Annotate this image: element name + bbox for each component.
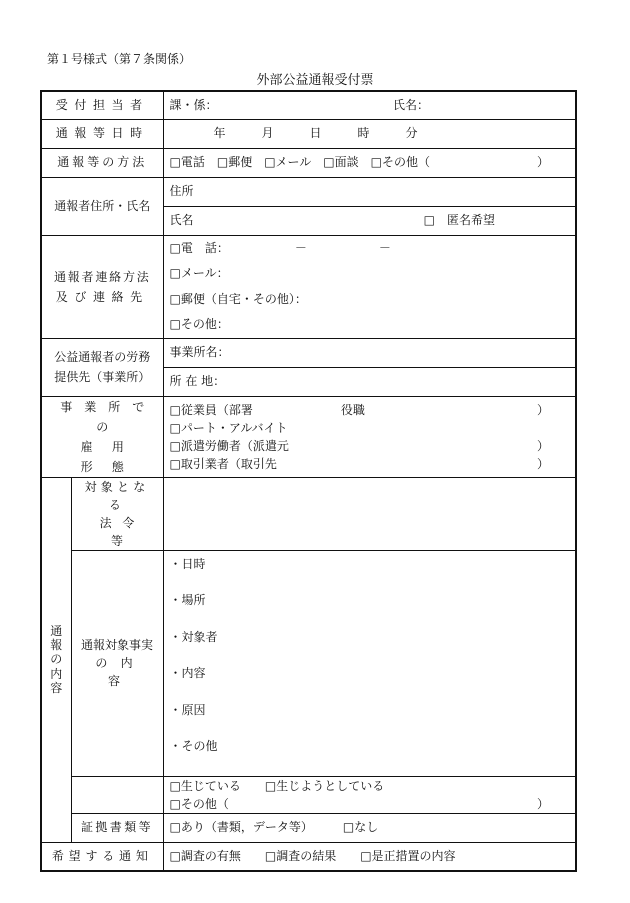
- content-label-char: 報: [50, 637, 63, 652]
- content-vertical-label: [48, 624, 65, 696]
- address-label: 住所: [169, 184, 194, 199]
- section-label: 課・係：: [169, 98, 218, 113]
- employment-label: [41, 396, 163, 477]
- workplace-label-1: 公益通報者の労務: [54, 350, 151, 364]
- status-options[interactable]: □生じている □生じようとしている: [169, 778, 385, 793]
- fact-label-2: の内容: [95, 656, 146, 688]
- fact-label-1: 通報対象事実: [81, 638, 154, 652]
- content-label-char: の: [50, 652, 63, 667]
- employment-label-2: 雇用形態: [80, 439, 144, 474]
- fact-item: ・その他: [169, 739, 218, 753]
- law-field[interactable]: [163, 477, 576, 550]
- status-other-close: ）: [536, 796, 549, 811]
- content-section-label: [41, 477, 71, 842]
- employee-role-label: 役職: [340, 402, 365, 417]
- evidence-field[interactable]: [163, 813, 576, 842]
- fact-label-spacer: [71, 776, 163, 813]
- notice-options[interactable]: □調査の有無 □調査の結果 □是正措置の内容: [169, 849, 456, 864]
- staff-label: 受付担当者: [41, 91, 163, 119]
- fact-field[interactable]: [163, 550, 576, 776]
- evidence-label: 証拠書類等: [71, 813, 163, 842]
- datetime-label: 通報等日時: [41, 119, 163, 148]
- evidence-options[interactable]: □あり（書類，データ等） □なし: [169, 820, 379, 835]
- fact-label: [71, 550, 163, 776]
- dispatch-checkbox[interactable]: □派遣労働者（派遣元: [169, 438, 289, 453]
- notice-label: 希望する通知: [41, 842, 163, 871]
- reporter-name-field[interactable]: [163, 206, 576, 235]
- reporter-label: 通報者住所・氏名: [41, 177, 163, 235]
- fact-item: ・原因: [169, 702, 206, 717]
- workplace-address-label: 所 在 地：: [169, 374, 226, 389]
- fact-item: ・対象者: [169, 629, 218, 644]
- name-label: 氏名：: [392, 98, 429, 113]
- datetime-field[interactable]: [163, 119, 576, 148]
- contact-other[interactable]: □その他：: [169, 317, 229, 331]
- workplace-name-field[interactable]: [163, 338, 576, 367]
- workplace-address-field[interactable]: [163, 367, 576, 396]
- contact-phone[interactable]: □電 話： － －: [169, 240, 391, 255]
- contact-post[interactable]: □郵便（自宅・その他）：: [169, 291, 307, 306]
- contact-field[interactable]: [163, 235, 576, 338]
- workplace-label-2: 提供先（事業所）: [54, 370, 151, 384]
- datetime-units: 年 月 日 時 分: [213, 126, 418, 141]
- reporter-name-label: 氏名: [169, 213, 194, 228]
- vendor-close: ）: [536, 456, 549, 471]
- method-close: ）: [536, 155, 549, 170]
- law-label-2: 法令等: [99, 515, 146, 548]
- workplace-name-label: 事業所名：: [169, 345, 230, 360]
- report-form-table: [40, 90, 577, 872]
- law-label-1: 対象となる: [84, 479, 150, 512]
- content-label-char: 通: [50, 623, 63, 638]
- fact-item: ・場所: [169, 593, 206, 607]
- part-time-checkbox[interactable]: □パート・アルバイト: [169, 420, 288, 435]
- staff-field[interactable]: [163, 91, 576, 119]
- law-label: [71, 477, 163, 550]
- notice-field[interactable]: [163, 842, 576, 871]
- form-number: 第１号様式（第７条関係）: [47, 52, 192, 66]
- employee-checkbox[interactable]: □従業員（部署: [169, 402, 253, 417]
- status-field[interactable]: [163, 776, 576, 813]
- contact-label-2: 及び連絡先: [55, 289, 149, 304]
- contact-label: [41, 235, 163, 338]
- contact-mail[interactable]: □メール：: [169, 266, 229, 280]
- vendor-checkbox[interactable]: □取引業者（取引先: [169, 456, 277, 471]
- fact-item: ・内容: [169, 666, 206, 680]
- fact-item: ・日時: [169, 556, 206, 571]
- address-field[interactable]: [163, 177, 576, 206]
- workplace-label: [41, 338, 163, 396]
- status-other-checkbox[interactable]: □その他（: [169, 796, 229, 811]
- content-label-char: 容: [50, 681, 63, 696]
- form-title: 外部公益通報受付票: [256, 73, 374, 88]
- method-field[interactable]: [163, 148, 576, 177]
- method-options[interactable]: □電話 □郵便 □メール □面談 □その他（: [169, 155, 430, 170]
- contact-label-1: 通報者連絡方法: [53, 269, 151, 284]
- content-label-char: 内: [50, 666, 63, 681]
- method-label: 通報等の方法: [41, 148, 163, 177]
- employment-label-1: 事業所での: [60, 399, 157, 434]
- anonymous-checkbox[interactable]: □ 匿名希望: [423, 213, 495, 228]
- dispatch-close: ）: [536, 438, 549, 453]
- employee-close: ）: [536, 402, 549, 417]
- employment-field[interactable]: [163, 396, 576, 477]
- fact-items: [170, 557, 569, 776]
